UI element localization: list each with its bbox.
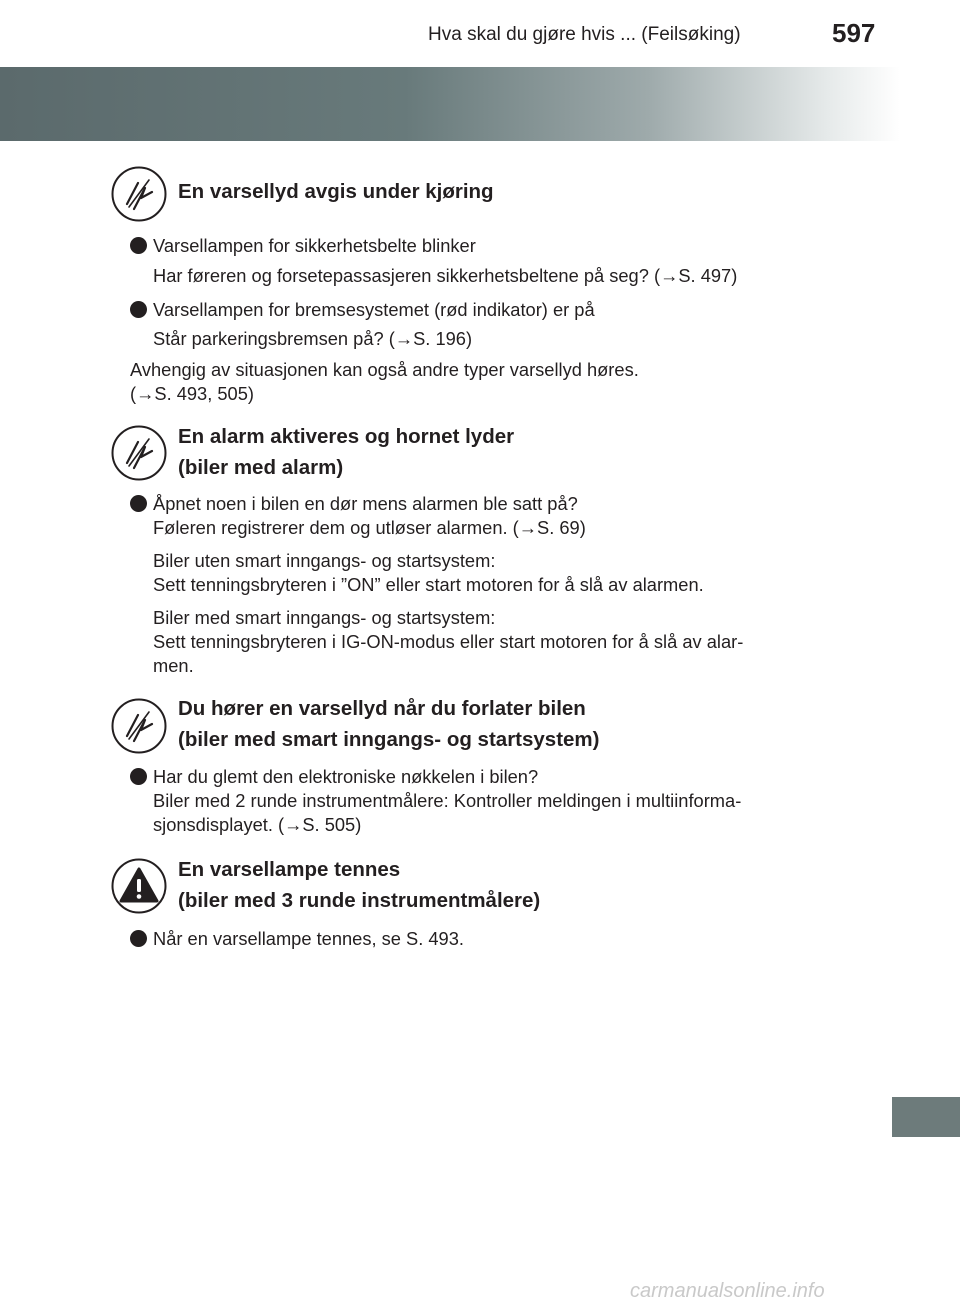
warning-icon bbox=[111, 858, 167, 914]
bullet-icon bbox=[130, 768, 147, 785]
section-heading: (biler med 3 runde instrumentmålere) bbox=[178, 889, 541, 912]
lightning-icon bbox=[111, 166, 167, 222]
list-item bbox=[130, 927, 850, 951]
section-heading: (biler med smart inngangs- og startsystem) bbox=[178, 728, 600, 751]
list-item bbox=[130, 298, 850, 322]
note-text: (→S. 493, 505) bbox=[130, 383, 254, 404]
item-detail: Biler med smart inngangs- og startsystem: bbox=[153, 607, 496, 628]
header-banner bbox=[0, 67, 900, 141]
item-detail: Biler med 2 runde instrumentmålere: Kontroller meldingen i multiinforma- bbox=[153, 790, 742, 811]
section-heading: En varsellyd avgis under kjøring bbox=[178, 180, 494, 203]
item-detail: men. bbox=[153, 655, 194, 676]
item-detail: Biler uten smart inngangs- og startsystem: bbox=[153, 550, 496, 571]
item-detail: Føleren registrerer dem og utløser alarmen. (→S. 69) bbox=[153, 517, 586, 538]
item-detail: Står parkeringsbremsen på? (→S. 196) bbox=[153, 328, 473, 349]
item-label: Når en varsellampe tennes, se S. 493. bbox=[153, 928, 464, 949]
bullet-icon bbox=[130, 495, 147, 512]
note-text: Avhengig av situasjonen kan også andre typer varsellyd høres. bbox=[130, 359, 639, 380]
section-heading: Du hører en varsellyd når du forlater bilen bbox=[178, 697, 586, 720]
section-heading: En varsellampe tennes bbox=[178, 858, 401, 881]
item-label: Varsellampen for sikkerhetsbelte blinker bbox=[153, 235, 476, 256]
item-detail: Sett tenningsbryteren i IG-ON-modus eller start motoren for å slå av alar- bbox=[153, 631, 744, 652]
list-item bbox=[130, 234, 850, 258]
item-detail: Har føreren og forsetepassasjeren sikkerhetsbeltene på seg? (→S. 497) bbox=[153, 265, 738, 286]
item-detail: Sett tenningsbryteren i ”ON” eller start motoren for å slå av alarmen. bbox=[153, 574, 704, 595]
item-label: Har du glemt den elektroniske nøkkelen i bilen? bbox=[153, 766, 539, 787]
item-label: Varsellampen for bremsesystemet (rød indikator) er på bbox=[153, 299, 595, 320]
list-item bbox=[130, 492, 850, 516]
lightning-icon bbox=[111, 698, 167, 754]
lightning-icon bbox=[111, 425, 167, 481]
bullet-icon bbox=[130, 930, 147, 947]
bullet-icon bbox=[130, 301, 147, 318]
chapter-tab bbox=[892, 1097, 960, 1137]
item-detail: sjonsdisplayet. (→S. 505) bbox=[153, 814, 362, 835]
page-number: 597 bbox=[832, 18, 876, 48]
bullet-icon bbox=[130, 237, 147, 254]
running-header: Hva skal du gjøre hvis ... (Feilsøking) bbox=[428, 24, 741, 45]
watermark: carmanualsonline.info bbox=[630, 1280, 825, 1302]
section-heading: En alarm aktiveres og hornet lyder bbox=[178, 425, 515, 448]
section-heading: (biler med alarm) bbox=[178, 456, 344, 479]
list-item bbox=[130, 765, 850, 789]
item-label: Åpnet noen i bilen en dør mens alarmen ble satt på? bbox=[153, 493, 578, 514]
